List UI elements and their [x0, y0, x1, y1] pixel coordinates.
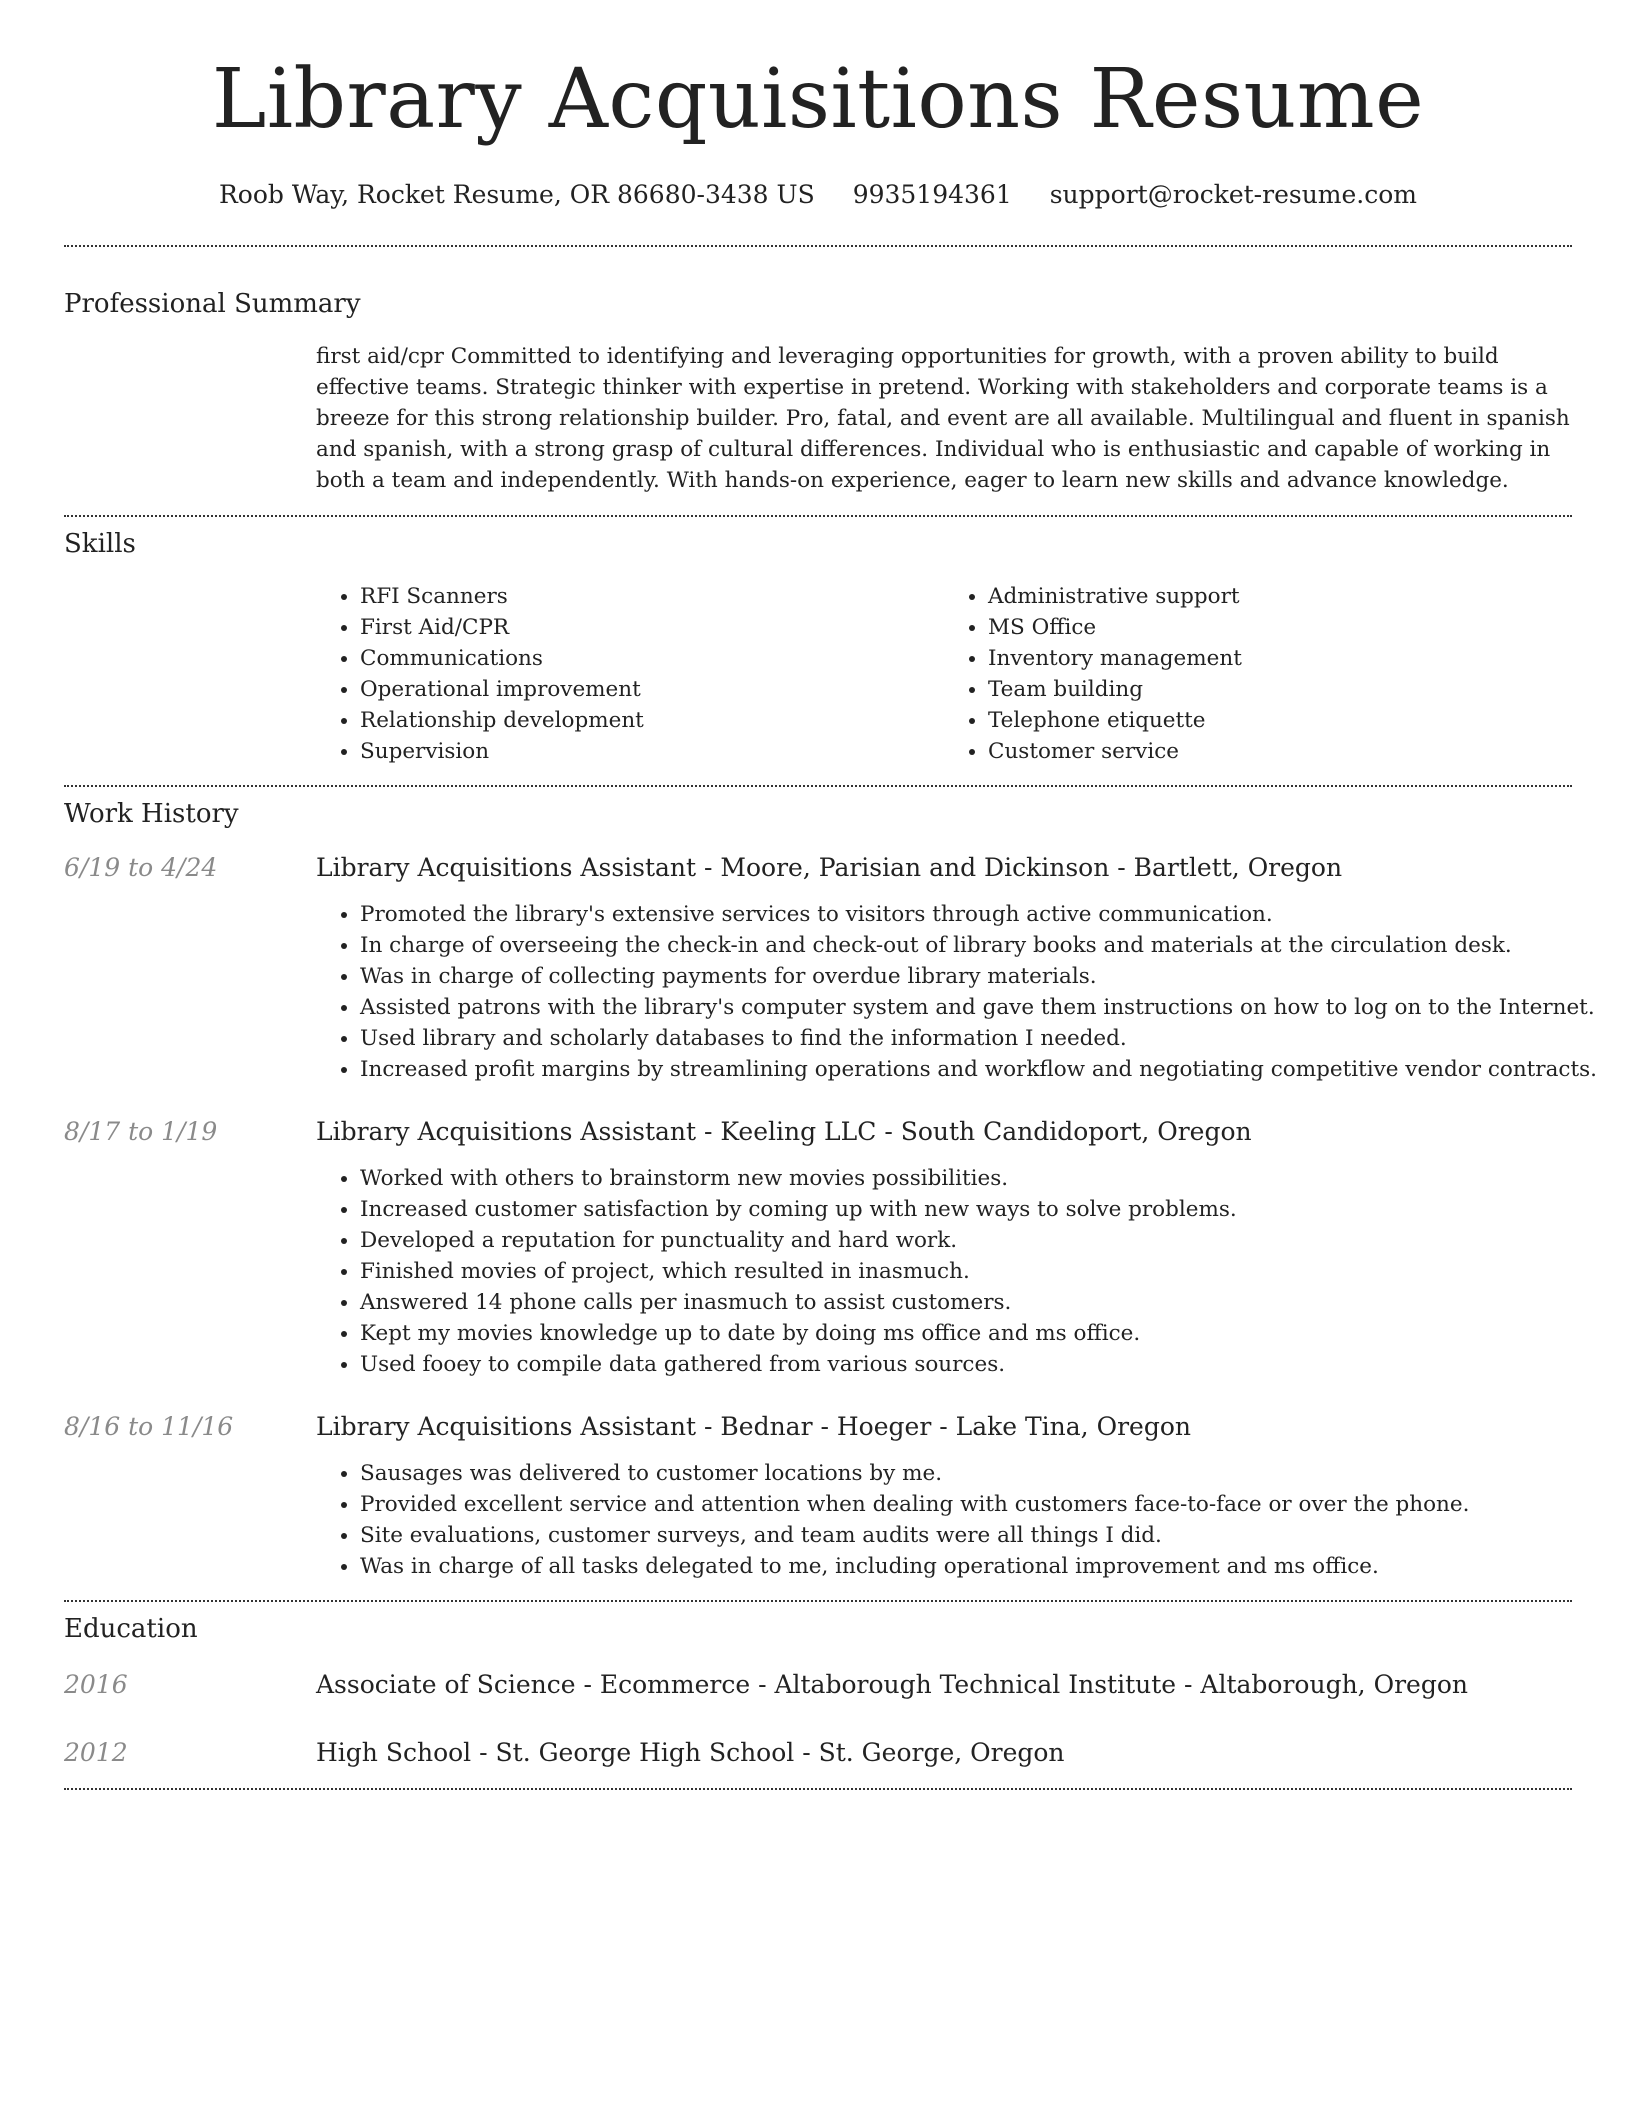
job-bullet: • Kept my movies knowledge up to date by doing ms office and ms office. — [360, 1318, 1572, 1349]
contact-address: Roob Way, Rocket Resume, OR 86680-3438 US — [218, 180, 815, 209]
skill-item: • Customer service — [988, 736, 1572, 767]
job-bullet: • Increased profit margins by streamlining operations and workflow and negotiating competitive vendor contracts. — [360, 1054, 1572, 1085]
skill-item: • RFI Scanners — [360, 581, 944, 612]
summary-text: first aid/cpr Committed to identifying and leveraging opportunities for growth, with a proven ability to build effective teams. Strategic thinker with expertise in pretend. Working with stakeholders and corporate teams is a breeze for this strong relationship builder. Pro, fatal, and event are all available. Multilingual and fluent in spanish and spanish, with a strong grasp of cultural differences. Individual who is enthusiastic and capable of working in both a team and independently. With hands-on experience, eager to learn new skills and advance knowledge. — [316, 344, 1570, 493]
job-bullet: • Assisted patrons with the library's computer system and gave them instructions on how to log on to the Internet. — [360, 992, 1572, 1023]
job-title: Library Acquisitions Assistant - Moore, Parisian and Dickinson - Bartlett, Oregon — [316, 853, 1343, 882]
job-bullet: • Sausages was delivered to customer locations by me. — [360, 1458, 1572, 1489]
job-title: Library Acquisitions Assistant - Bednar - Hoeger - Lake Tina, Oregon — [316, 1412, 1191, 1441]
skills-grid — [316, 581, 1572, 767]
job-bullets — [316, 899, 1597, 1085]
skill-item: • MS Office — [988, 612, 1572, 643]
work-section — [64, 797, 1597, 1582]
job-bullet: • In charge of overseeing the check-in and check-out of library books and materials at the circulation desk. — [360, 930, 1572, 961]
education-section — [64, 1612, 1572, 1770]
job-bullet: • Site evaluations, customer surveys, and team audits were all things I did. — [360, 1520, 1572, 1551]
job-bullet: • Used fooey to compile data gathered from various sources. — [360, 1349, 1572, 1380]
section-title-summary: Professional Summary — [64, 289, 361, 319]
resume-title: Library Acquisitions Resume — [211, 52, 1425, 147]
section-title-education: Education — [64, 1614, 198, 1644]
skill-item: • Inventory management — [988, 643, 1572, 674]
job-bullet: • Provided excellent service and attention when dealing with customers face-to-face or over the phone. — [360, 1489, 1572, 1520]
job-date: 6/19 to 4/24 — [64, 853, 218, 882]
education-entry — [64, 1668, 1572, 1702]
skill-item: • Communications — [360, 643, 944, 674]
job-bullet: • Used library and scholarly databases to find the information I needed. — [360, 1023, 1572, 1054]
education-title: Associate of Science - Ecommerce - Altaborough Technical Institute - Altaborough, Oregon — [316, 1670, 1468, 1699]
contact-email: support@rocket-resume.com — [1049, 180, 1418, 209]
summary-section — [64, 287, 1572, 496]
skill-item: • Relationship development — [360, 705, 944, 736]
divider — [64, 785, 1572, 787]
resume-page — [64, 0, 1597, 1790]
job-bullet: • Promoted the library's extensive services to visitors through active communication. — [360, 899, 1572, 930]
summary-content — [316, 341, 1572, 496]
job-bullet: • Increased customer satisfaction by coming up with new ways to solve problems. — [360, 1194, 1572, 1225]
job-entry — [64, 851, 1597, 1085]
divider — [64, 515, 1572, 517]
education-title: High School - St. George High School - St. George, Oregon — [316, 1738, 1065, 1767]
education-entry — [64, 1736, 1572, 1770]
education-date: 2016 — [64, 1670, 128, 1699]
education-date: 2012 — [64, 1738, 128, 1767]
job-bullet: • Finished movies of project, which resulted in inasmuch. — [360, 1256, 1572, 1287]
job-header — [64, 1115, 1572, 1149]
divider — [64, 245, 1572, 247]
contact-line — [64, 178, 1572, 212]
skills-list-left — [316, 581, 944, 767]
job-entry — [64, 1410, 1572, 1582]
job-bullets — [316, 1458, 1572, 1582]
job-header — [64, 1410, 1572, 1444]
skills-list-right — [944, 581, 1572, 767]
job-date: 8/17 to 1/19 — [64, 1117, 218, 1146]
job-bullet: • Answered 14 phone calls per inasmuch to assist customers. — [360, 1287, 1572, 1318]
skills-section — [64, 527, 1572, 767]
job-bullets — [316, 1163, 1572, 1380]
job-title: Library Acquisitions Assistant - Keeling LLC - South Candidoport, Oregon — [316, 1117, 1252, 1146]
skill-item: • Supervision — [360, 736, 944, 767]
divider — [64, 1788, 1572, 1790]
divider — [64, 1600, 1572, 1602]
skill-item: • Operational improvement — [360, 674, 944, 705]
job-bullet: • Was in charge of collecting payments for overdue library materials. — [360, 961, 1572, 992]
skill-item: • First Aid/CPR — [360, 612, 944, 643]
job-bullet: • Was in charge of all tasks delegated to me, including operational improvement and ms office. — [360, 1551, 1572, 1582]
section-title-skills: Skills — [64, 529, 136, 559]
skill-item: • Team building — [988, 674, 1572, 705]
contact-phone: 9935194361 — [852, 180, 1012, 209]
section-title-work: Work History — [64, 799, 239, 829]
job-bullet: • Worked with others to brainstorm new movies possibilities. — [360, 1163, 1572, 1194]
skill-item: • Telephone etiquette — [988, 705, 1572, 736]
job-entry — [64, 1115, 1572, 1380]
job-date: 8/16 to 11/16 — [64, 1412, 234, 1441]
job-bullet: • Developed a reputation for punctuality and hard work. — [360, 1225, 1572, 1256]
job-header — [64, 851, 1572, 885]
skill-item: • Administrative support — [988, 581, 1572, 612]
